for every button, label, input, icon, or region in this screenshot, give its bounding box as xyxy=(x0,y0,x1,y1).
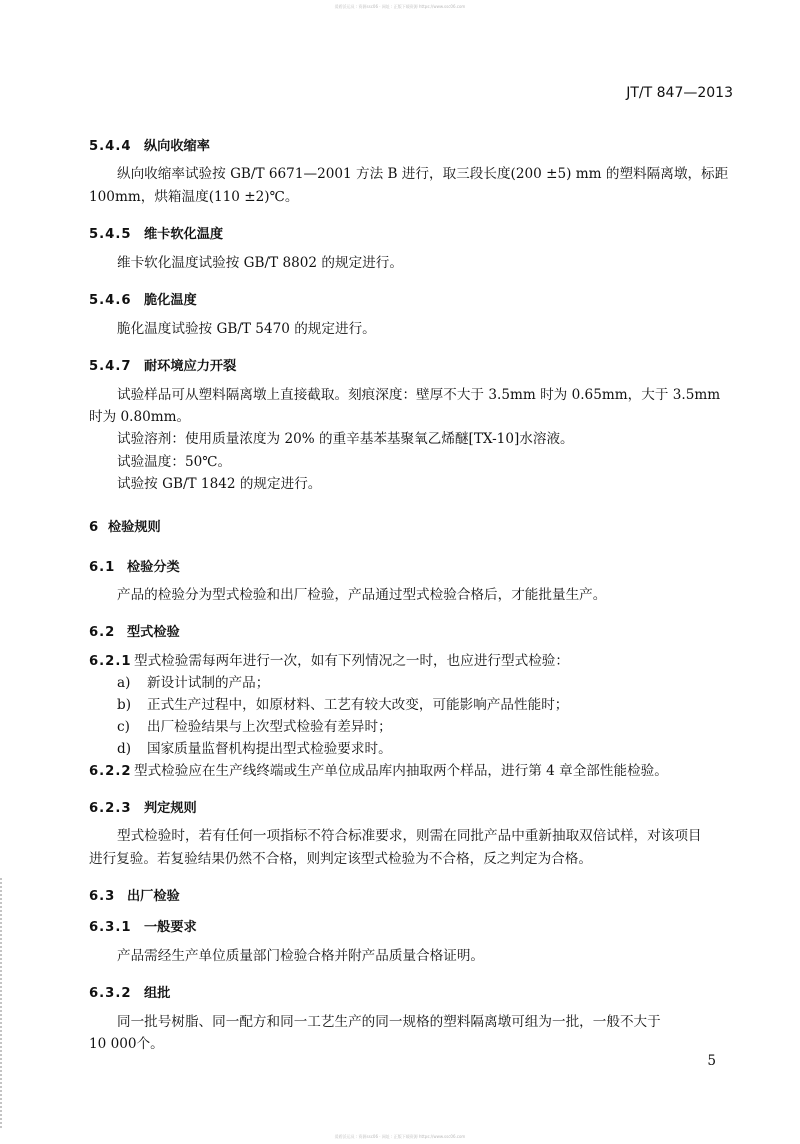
paragraph-5-4-7-line-3: 试验溶剂：使用质量浓度为 20% 的重辛基苯基聚氧乙烯醚[TX-10]水溶液。 xyxy=(117,431,574,447)
list-marker: c) xyxy=(117,719,130,735)
list-item-text: 国家质量监督机构提出型式检验要求时。 xyxy=(147,741,392,757)
section-number: 6.3.2 xyxy=(89,986,132,1001)
clause-number: 6.2.1 xyxy=(89,654,132,669)
section-number: 6.3 xyxy=(89,889,116,904)
section-number: 5.4.6 xyxy=(89,293,132,308)
section-number: 5.4.7 xyxy=(89,359,132,374)
heading-5-4-5 xyxy=(89,223,223,242)
section-title: 检验规则 xyxy=(108,520,161,535)
paragraph-6-1: 产品的检验分为型式检验和出厂检验，产品通过型式检验合格后，才能批量生产。 xyxy=(117,587,607,603)
list-marker: a) xyxy=(117,675,131,691)
list-item xyxy=(117,716,392,739)
paragraph-5-4-7-line-1: 试验样品可从塑料隔离墩上直接截取。刻痕深度：壁厚不大于 3.5mm 时为 0.65mm，大于 3.5mm xyxy=(117,387,721,403)
paragraph-6-3-1: 产品需经生产单位质量部门检验合格并附产品质量合格证明。 xyxy=(117,948,485,964)
heading-5-4-7 xyxy=(89,355,236,374)
section-title: 型式检验 xyxy=(127,625,180,640)
heading-6-2-3 xyxy=(89,797,197,816)
top-watermark-note: 爱碧沃运员 : 资源ssc06 · 网址 : 正版下载资源 https://www.ssc06.com xyxy=(334,4,466,9)
paragraph-5-4-5: 维卡软化温度试验按 GB/T 8802 的规定进行。 xyxy=(117,255,403,271)
section-number: 6.1 xyxy=(89,560,116,575)
paragraph-5-4-4-line-2: 100mm，烘箱温度(110 ±2)℃。 xyxy=(89,189,299,205)
section-title: 维卡软化温度 xyxy=(144,227,224,242)
list-item-text: 新设计试制的产品； xyxy=(147,675,270,691)
paragraph-5-4-7-line-4: 试验温度：50℃。 xyxy=(117,454,232,470)
paragraph-6-3-2-line-2: 10 000个。 xyxy=(89,1036,164,1052)
binding-margin-line xyxy=(0,878,2,1128)
section-number: 6.2 xyxy=(89,625,116,640)
section-number: 6 xyxy=(89,520,100,535)
section-number: 5.4.4 xyxy=(89,139,132,154)
section-number: 5.4.5 xyxy=(89,227,132,242)
heading-6-3 xyxy=(89,885,180,904)
section-title: 脆化温度 xyxy=(144,293,197,308)
list-item-text: 正式生产过程中，如原材料、工艺有较大改变，可能影响产品性能时； xyxy=(147,697,569,713)
paragraph-6-2-3-line-2: 进行复验。若复验结果仍然不合格，则判定该型式检验为不合格，反之判定为合格。 xyxy=(89,851,592,867)
clause-6-2-1 xyxy=(89,650,569,673)
page-number: 5 xyxy=(707,1053,716,1069)
clause-text: 型式检验需每两年进行一次，如有下列情况之一时，也应进行型式检验： xyxy=(134,653,569,669)
list-item xyxy=(117,672,269,695)
clause-number: 6.2.2 xyxy=(89,764,132,779)
heading-6-3-2 xyxy=(89,982,170,1001)
section-title: 检验分类 xyxy=(127,560,180,575)
section-title: 纵向收缩率 xyxy=(144,139,210,154)
list-item-text: 出厂检验结果与上次型式检验有差异时； xyxy=(147,719,392,735)
list-marker: d) xyxy=(117,741,132,757)
list-marker: b) xyxy=(117,697,132,713)
paragraph-5-4-4-line-1: 纵向收缩率试验按 GB/T 6671—2001 方法 B 进行，取三段长度(200 ±5) mm 的塑料隔离墩，标距 xyxy=(117,166,729,182)
section-number: 6.2.3 xyxy=(89,801,132,816)
heading-6-3-1 xyxy=(89,916,197,935)
heading-5-4-6 xyxy=(89,289,197,308)
clause-6-2-2 xyxy=(89,760,668,783)
list-item xyxy=(117,738,392,761)
section-number: 6.3.1 xyxy=(89,920,132,935)
bottom-watermark-note: 爱碧沃运员 : 资源ssc06 · 网址 : 正版下载资源 https://www.ssc06.com xyxy=(334,1134,466,1139)
heading-6-2 xyxy=(89,621,180,640)
paragraph-6-2-3-line-1: 型式检验时，若有任何一项指标不符合标准要求，则需在同批产品中重新抽取双倍试样，对该项目 xyxy=(117,828,702,844)
heading-5-4-4 xyxy=(89,135,210,154)
list-item xyxy=(117,694,568,717)
paragraph-5-4-7-line-2: 时为 0.80mm。 xyxy=(89,409,191,425)
paragraph-6-3-2-line-1: 同一批号树脂、同一配方和同一工艺生产的同一规格的塑料隔离墩可组为一批，一般不大于 xyxy=(117,1014,661,1030)
heading-6 xyxy=(89,516,161,535)
standard-code: JT/T 847—2013 xyxy=(626,85,733,101)
section-title: 判定规则 xyxy=(144,801,197,816)
section-title: 组批 xyxy=(144,986,171,1001)
paragraph-5-4-7-line-5: 试验按 GB/T 1842 的规定进行。 xyxy=(117,476,322,492)
section-title: 出厂检验 xyxy=(127,889,180,904)
paragraph-5-4-6: 脆化温度试验按 GB/T 5470 的规定进行。 xyxy=(117,321,376,337)
heading-6-1 xyxy=(89,556,180,575)
section-title: 一般要求 xyxy=(144,920,197,935)
clause-text: 型式检验应在生产线终端或生产单位成品库内抽取两个样品，进行第 4 章全部性能检验。 xyxy=(134,763,668,779)
section-title: 耐环境应力开裂 xyxy=(144,359,237,374)
